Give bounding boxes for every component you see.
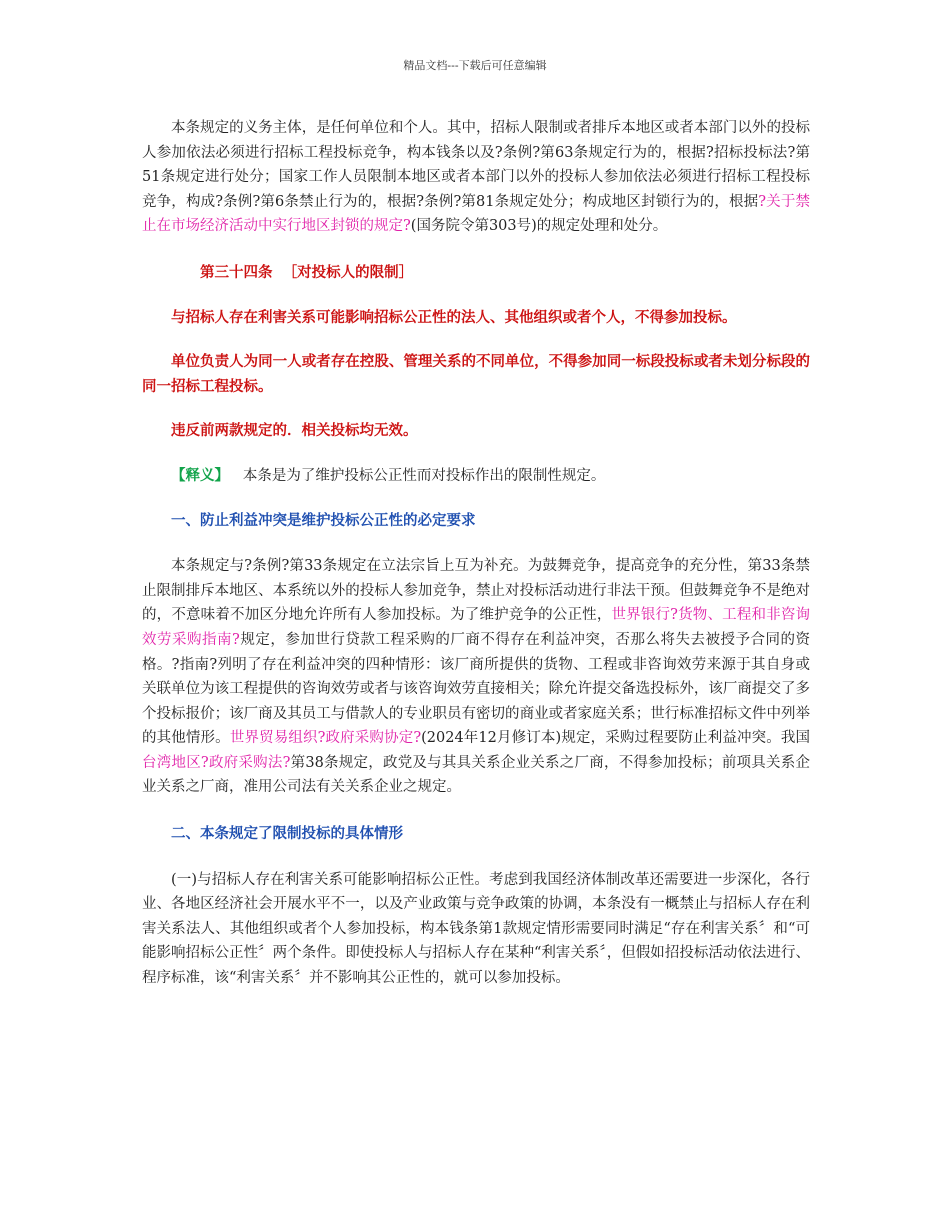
document-body [142,116,810,991]
section1-text-c: (2024年12月修订本)规定，采购过程要防止利益冲突。我国 [421,730,811,747]
section1-text-d: 第38条规定，政党及与其具关系企业关系之厂商，不得参加投标；前项具关系企业关系之厂商，准用公司法有关关系企业之规定。 [142,754,810,796]
intro-text-a: 本条规定的义务主体，是任何单位和个人。其中，招标人限制或者排斥本地区或者本部门以外的投标人参加依法必须进行招标工程投标竞争，构本钱条以及?条例?第63条规定行为的，根据?招标投标法?第51条规定进行处分；国家工作人员限制本地区或者本部门以外的投标人参加依法必须进行招标工程投标竞争，构成?条例?第6条禁止行为的，根据?条例?第81条规定处分；构成地区封锁行为的，根据 [142,120,810,210]
intro-text-b: (国务院令第303号)的规定处理和处分。 [410,218,668,235]
section1-paragraph [142,554,810,800]
interpretation-label: 【释义】 [171,466,229,484]
article-number: 第三十四条 [200,263,273,281]
rule-clause-1: 与招标人存在利害关系可能影响招标公正性的法人、其他组织或者个人，不得参加投标。 [171,308,737,326]
interpretation-paragraph [142,464,810,489]
rule-clause-3: 违反前两款规定的．相关投标均无效。 [171,422,418,440]
section1-text-a: 本条规定与?条例?第33条规定在立法宗旨上互为补充。为鼓舞竞争，提高竞争的充分性，第33条禁止限制排斥本地区、本系统以外的投标人参加竞争，禁止对投标活动进行非法干预。但鼓舞竞争不是绝对的，不意味着不加区分地允许所有人参加投标。为了维护竞争的公正性， [142,558,810,624]
taiwan-procurement-law-link[interactable]: 台湾地区?政府采购法? [142,754,291,771]
page-header: 精品文档---下载后可任意编辑 [403,59,547,72]
rule-clause-2: 单位负责人为同一人或者存在控股、管理关系的不同单位，不得参加同一标段投标或者未划分标段的同一招标工程投标。 [142,353,810,395]
article-title: ［对投标人的限制］ [282,263,414,281]
interpretation-text: 本条是为了维护投标公正性而对投标作出的限制性规定。 [242,467,606,484]
article-heading [142,261,810,286]
section2-paragraph: (一)与招标人存在利害关系可能影响招标公正性。考虑到我国经济体制改革还需要进一步深化，各行业、各地区经济社会开展水平不一，以及产业政策与竞争政策的协调，本条没有一概禁止与招标人存在利害关系法人、其他组织或者个人参加投标，构本钱条第1款规定情形需要同时满足“存在利害关系〞和“可能影响招标公正性〞两个条件。即使投标人与招标人存在某种“利害关系〞，但假如招投标活动依法进行、程序标准，该“利害关系〞并不影响其公正性的，就可以参加投标。 [142,871,810,987]
regulation-reference-link[interactable]: ?关于禁止在市场经济活动中实行地区封锁的规定? [142,193,810,235]
wto-gpa-link[interactable]: 世界贸易组织?政府采购协定? [229,730,422,747]
world-bank-guideline-link[interactable]: 世界银行?货物、工程和非咨询效劳采购指南? [142,607,811,648]
section1-text-b: 规定，参加世行贷款工程采购的厂商不得存在利益冲突，否那么将失去被授予合同的资格。?指南?列明了存在利益冲突的四种情形：该厂商所提供的货物、工程或非咨询效劳来源于其自身或关联单位为该工程提供的咨询效劳或者与该咨询效劳直接相关；除允许提交备选投标外，该厂商提交了多个投标报价；该厂商及其员工与借款人的专业职员有密切的商业或者家庭关系；世行标准招标文件中列举的其他情形。 [142,631,810,747]
intro-paragraph [142,116,810,239]
section-heading-1: 一、防止利益冲突是维护投标公正性的必定要求 [171,511,476,529]
section-heading-2: 二、本条规定了限制投标的具体情形 [171,825,403,843]
